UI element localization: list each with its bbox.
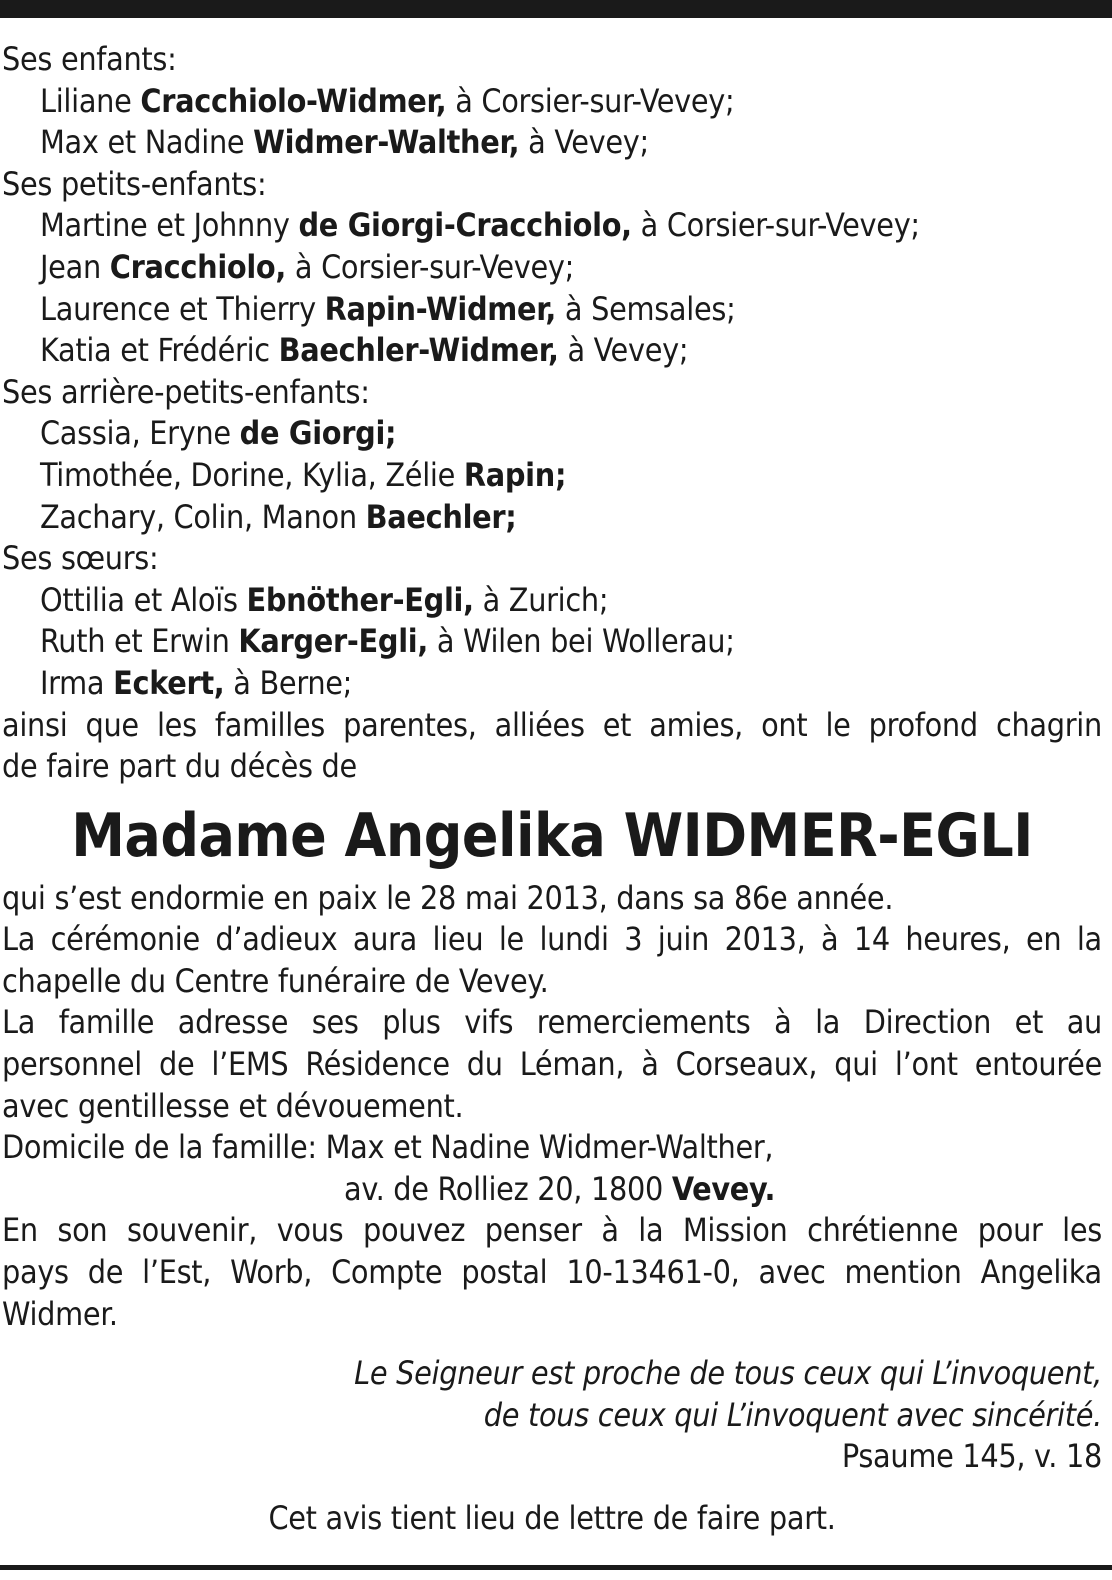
- family-name: Eckert,: [113, 663, 225, 702]
- word: Léman,: [519, 1045, 625, 1084]
- word: Résidence: [305, 1045, 450, 1084]
- children-entry: [2, 81, 1102, 123]
- announcement-line-2: de faire part du décès de: [2, 747, 357, 786]
- verse-reference: Psaume 145, v. 18: [841, 1437, 1102, 1476]
- sisters-entry: [2, 580, 1102, 622]
- place: à Zurich;: [482, 580, 609, 619]
- grandchildren-entry: [2, 330, 1102, 372]
- word: pour: [977, 1211, 1043, 1250]
- word: à: [601, 1211, 619, 1250]
- children-entry: [2, 122, 1102, 164]
- word: du: [466, 1045, 503, 1084]
- word: chrétienne: [807, 1211, 959, 1250]
- family-name: Karger-Egli,: [238, 622, 428, 661]
- word: l’Est,: [142, 1253, 212, 1292]
- place: à Semsales;: [564, 289, 736, 328]
- word: son: [57, 1211, 108, 1250]
- announcement-line: [2, 705, 1102, 747]
- word: 14: [853, 920, 890, 959]
- domicile-address: av. de Rolliez 20, 1800: [344, 1169, 664, 1208]
- place: à Vevey;: [567, 331, 689, 370]
- word: les: [1062, 1211, 1102, 1250]
- family-name: Rapin-Widmer,: [324, 289, 557, 328]
- grandchildren-entry: [2, 205, 1102, 247]
- top-rule: [0, 0, 1112, 18]
- word: parentes,: [343, 705, 477, 744]
- word: remerciements: [536, 1003, 751, 1042]
- word: amies,: [649, 705, 743, 744]
- thanks-line-1: [2, 1002, 1102, 1044]
- closing-line: Cet avis tient lieu de lettre de faire part.: [268, 1499, 836, 1537]
- word: heures,: [905, 920, 1011, 959]
- word: pays: [2, 1253, 69, 1292]
- word: vous: [276, 1211, 344, 1250]
- place: à Corsier-sur-Vevey;: [294, 247, 575, 286]
- word: ainsi: [2, 705, 68, 744]
- word: ont: [761, 705, 808, 744]
- domicile-line-2: [2, 1169, 1102, 1211]
- family-name: de Giorgi;: [239, 414, 397, 453]
- bottom-rule: [0, 1565, 1112, 1570]
- deceased-name: Madame Angelika WIDMER-EGLI: [71, 800, 1033, 871]
- given-names: Zachary, Colin, Manon: [40, 497, 357, 536]
- great-grandchildren-entry: [2, 497, 1102, 539]
- word: 10-13461-0,: [566, 1253, 740, 1292]
- sisters-entry: [2, 621, 1102, 663]
- family-name: de Giorgi-Cracchiolo,: [298, 206, 632, 245]
- word: de: [158, 1045, 195, 1084]
- family-name: Baechler;: [365, 497, 517, 536]
- word: qui: [834, 1045, 878, 1084]
- word: l’EMS: [211, 1045, 289, 1084]
- memory-line-2: [2, 1252, 1102, 1294]
- given-names: Laurence et Thierry: [40, 289, 316, 328]
- word: au: [1066, 1003, 1102, 1042]
- memory-line-1: [2, 1210, 1102, 1252]
- word: plus: [382, 1003, 441, 1042]
- word: Mission: [682, 1211, 788, 1250]
- great-grandchildren-entry: [2, 413, 1102, 455]
- family-name: Cracchiolo,: [109, 247, 287, 286]
- word: à: [774, 1003, 792, 1042]
- word: vifs: [464, 1003, 514, 1042]
- children-heading: Ses enfants:: [2, 40, 177, 78]
- word: que: [85, 705, 139, 744]
- place: à Vevey;: [528, 123, 649, 162]
- word: 3: [624, 920, 643, 959]
- sisters-entry: [2, 663, 1102, 705]
- given-names: Liliane: [40, 81, 132, 120]
- given-names: Irma: [40, 663, 105, 702]
- word: ses: [311, 1003, 359, 1042]
- word: la: [1076, 920, 1102, 959]
- word: famille: [58, 1003, 155, 1042]
- grandchildren-heading: Ses petits-enfants:: [2, 164, 267, 203]
- word: Worb,: [230, 1253, 313, 1292]
- word: l’ont: [894, 1045, 958, 1084]
- given-names: Max et Nadine: [40, 123, 245, 162]
- word: La: [2, 920, 36, 959]
- great-grandchildren-entry: [2, 455, 1102, 497]
- given-names: Katia et Frédéric: [40, 331, 270, 370]
- word: les: [156, 705, 197, 744]
- word: mention: [844, 1253, 962, 1292]
- great-grandchildren-heading: Ses arrière-petits-enfants:: [2, 372, 370, 411]
- word: alliées: [494, 705, 585, 744]
- given-names: Ottilia et Aloïs: [40, 580, 238, 619]
- word: Corseaux,: [675, 1045, 818, 1084]
- given-names: Ruth et Erwin: [40, 622, 230, 661]
- word: adresse: [177, 1003, 289, 1042]
- word: cérémonie: [50, 920, 200, 959]
- memory-line-3: Widmer.: [2, 1294, 118, 1333]
- place: à Corsier-sur-Vevey;: [455, 81, 735, 120]
- death-sentence: qui s’est endormie en paix le 28 mai 2013, dans sa 86e année.: [2, 878, 894, 917]
- ceremony-line-2: chapelle du Centre funéraire de Vevey.: [2, 961, 549, 1000]
- word: la: [638, 1211, 664, 1250]
- word: avec: [758, 1253, 826, 1292]
- domicile-line-1: Domicile de la famille: Max et Nadine Widmer-Walther,: [2, 1128, 774, 1167]
- word: aura: [352, 920, 418, 959]
- word: La: [2, 1003, 36, 1042]
- word: lundi: [539, 920, 609, 959]
- word: profond: [868, 705, 978, 744]
- word: familles: [214, 705, 326, 744]
- family-name: Widmer-Walther,: [253, 123, 520, 162]
- word: Angelika: [980, 1253, 1102, 1292]
- thanks-line-2: [2, 1044, 1102, 1086]
- family-list: [2, 39, 1102, 705]
- word: à: [820, 920, 839, 959]
- word: souvenir,: [126, 1211, 258, 1250]
- family-name: Ebnöther-Egli,: [246, 580, 474, 619]
- word: lieu: [432, 920, 484, 959]
- family-name: Baechler-Widmer,: [278, 331, 559, 370]
- given-names: Timothée, Dorine, Kylia, Zélie: [40, 455, 456, 494]
- notice-body: [2, 39, 1102, 1540]
- domicile-city: Vevey.: [671, 1169, 776, 1208]
- given-names: Cassia, Eryne: [40, 414, 231, 453]
- word: personnel: [2, 1045, 142, 1084]
- word: 2013,: [724, 920, 806, 959]
- word: Direction: [863, 1003, 992, 1042]
- given-names: Martine et Johnny: [40, 206, 290, 245]
- sisters-heading: Ses sœurs:: [2, 539, 159, 578]
- word: et: [1014, 1003, 1044, 1042]
- family-name: Cracchiolo-Widmer,: [140, 81, 447, 120]
- word: à: [641, 1045, 659, 1084]
- thanks-line-3: avec gentillesse et dévouement.: [2, 1086, 464, 1125]
- word: et: [602, 705, 632, 744]
- family-name: Rapin;: [463, 455, 567, 494]
- word: de: [87, 1253, 124, 1292]
- word: postal: [461, 1253, 548, 1292]
- word: Compte: [331, 1253, 443, 1292]
- word: juin: [657, 920, 710, 959]
- verse-line-2: de tous ceux qui L’invoquent avec sincérité.: [483, 1395, 1102, 1434]
- word: En: [2, 1211, 38, 1250]
- grandchildren-entry: [2, 289, 1102, 331]
- place: à Berne;: [233, 663, 353, 702]
- word: penser: [484, 1211, 582, 1250]
- given-names: Jean: [40, 247, 101, 286]
- grandchildren-entry: [2, 247, 1102, 289]
- word: le: [498, 920, 524, 959]
- place: à Wilen bei Wollerau;: [436, 622, 735, 661]
- word: chagrin: [995, 705, 1102, 744]
- word: le: [825, 705, 851, 744]
- word: en: [1025, 920, 1062, 959]
- verse-line-1: Le Seigneur est proche de tous ceux qui L’invoquent,: [354, 1354, 1102, 1393]
- place: à Corsier-sur-Vevey;: [640, 206, 920, 245]
- word: pouvez: [362, 1211, 466, 1250]
- word: entourée: [974, 1045, 1102, 1084]
- word: la: [815, 1003, 841, 1042]
- word: d’adieux: [215, 920, 338, 959]
- ceremony-line-1: [2, 919, 1102, 961]
